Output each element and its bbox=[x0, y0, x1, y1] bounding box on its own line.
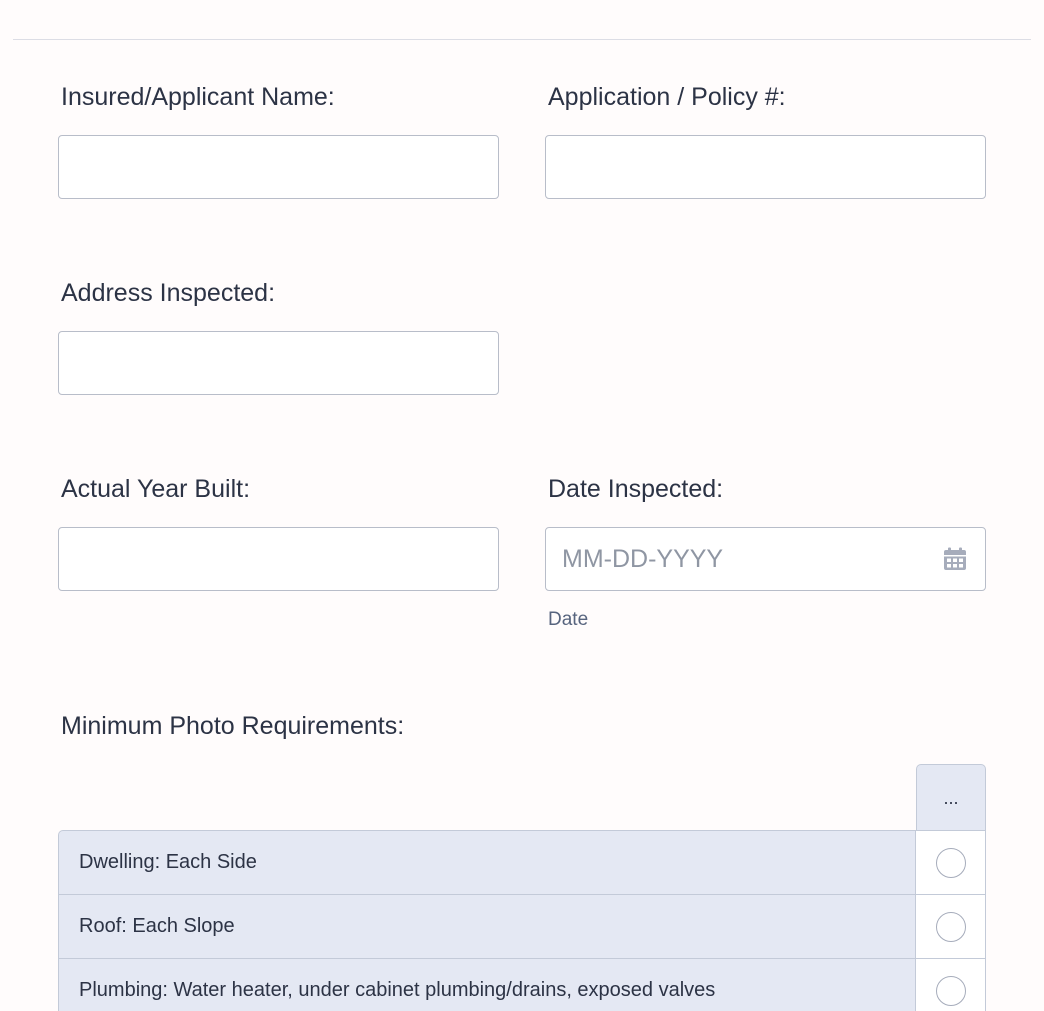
address-field[interactable] bbox=[58, 331, 499, 395]
top-divider bbox=[13, 39, 1031, 40]
address-label: Address Inspected: bbox=[61, 279, 276, 307]
policy-number-field[interactable] bbox=[545, 135, 986, 199]
matrix-cell bbox=[916, 959, 985, 1011]
radio-roof-each-slope[interactable] bbox=[936, 912, 966, 942]
matrix-row-label: Dwelling: Each Side bbox=[59, 831, 916, 894]
insured-name-label: Insured/Applicant Name: bbox=[61, 83, 335, 111]
matrix-row-label: Roof: Each Slope bbox=[59, 895, 916, 958]
date-sublabel: Date bbox=[548, 609, 589, 630]
year-built-input[interactable] bbox=[59, 528, 498, 590]
matrix-row bbox=[59, 895, 985, 959]
matrix-row-label: Plumbing: Water heater, under cabinet plumbing/drains, exposed valves bbox=[59, 959, 916, 1011]
matrix-row bbox=[59, 959, 985, 1011]
year-built-label: Actual Year Built: bbox=[61, 475, 251, 503]
matrix-column-header: ... bbox=[916, 764, 986, 830]
photo-requirements-matrix bbox=[58, 830, 986, 1011]
photo-requirements-label: Minimum Photo Requirements: bbox=[61, 712, 405, 740]
insured-name-field[interactable] bbox=[58, 135, 499, 199]
date-inspected-label: Date Inspected: bbox=[548, 475, 724, 503]
matrix-cell bbox=[916, 895, 985, 958]
year-built-field[interactable] bbox=[58, 527, 499, 591]
address-input[interactable] bbox=[59, 332, 498, 394]
matrix-cell bbox=[916, 831, 985, 894]
date-inspected-input[interactable] bbox=[546, 528, 985, 590]
policy-number-input[interactable] bbox=[546, 136, 985, 198]
insured-name-input[interactable] bbox=[59, 136, 498, 198]
radio-plumbing[interactable] bbox=[936, 976, 966, 1006]
matrix-row bbox=[59, 831, 985, 895]
date-inspected-field[interactable] bbox=[545, 527, 986, 591]
radio-dwelling-each-side[interactable] bbox=[936, 848, 966, 878]
calendar-icon[interactable] bbox=[943, 547, 967, 571]
policy-number-label: Application / Policy #: bbox=[548, 83, 786, 111]
